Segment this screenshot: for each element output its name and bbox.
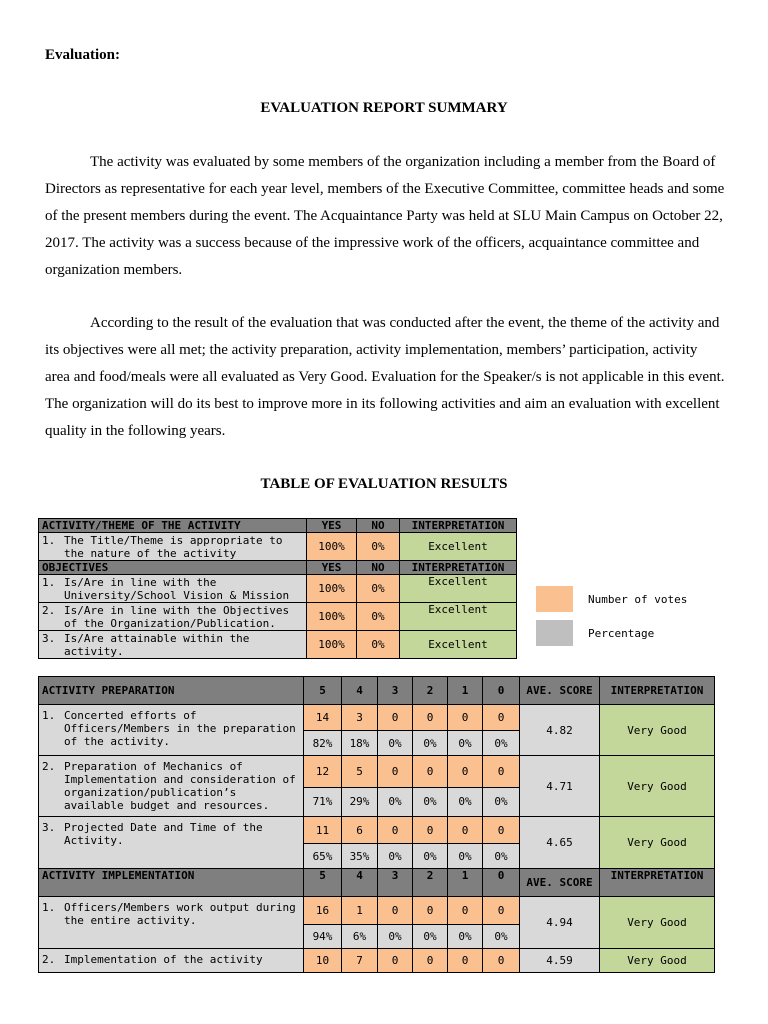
vote-count-3: 0 xyxy=(378,705,413,731)
evaluation-label: Evaluation: xyxy=(45,47,121,63)
vote-percent-5: 65% xyxy=(304,844,342,869)
legend-percentage-label: Percentage xyxy=(588,627,655,640)
yes-value: 100% xyxy=(307,533,357,561)
interpretation-value: Very Good xyxy=(600,756,715,817)
ave-score-value: 4.65 xyxy=(520,817,600,869)
preparation-header-row xyxy=(39,677,715,705)
item-number: 1. xyxy=(42,533,56,547)
vote-percent-2: 0% xyxy=(413,731,448,756)
ave-score-header: AVE. SCORE xyxy=(520,869,600,897)
theme-header-row xyxy=(39,519,517,533)
vote-percent-0: 0% xyxy=(483,787,520,816)
table-row xyxy=(39,949,715,973)
item-number: 2. xyxy=(42,760,56,773)
vote-count-5: 14 xyxy=(304,705,342,731)
rating-item xyxy=(39,949,304,973)
preparation-header-section: ACTIVITY PREPARATION xyxy=(39,677,304,705)
score-3-header: 3 xyxy=(378,677,413,705)
interpretation-value: Very Good xyxy=(600,897,715,949)
vote-count-0: 0 xyxy=(483,897,520,925)
vote-percent-4: 18% xyxy=(342,731,378,756)
score-1-header: 1 xyxy=(448,869,483,897)
no-value: 0% xyxy=(357,533,400,561)
theme-objectives-table xyxy=(38,518,517,659)
score-3-header: 3 xyxy=(378,869,413,897)
vote-percent-5: 94% xyxy=(304,925,342,949)
theme-header-yes: YES xyxy=(307,519,357,533)
item-number: 3. xyxy=(42,631,56,645)
objectives-header-section: OBJECTIVES xyxy=(39,561,307,575)
vote-percent-3: 0% xyxy=(378,787,413,816)
vote-percent-4: 29% xyxy=(342,787,378,816)
vote-count-4: 5 xyxy=(342,756,378,788)
table-row xyxy=(39,705,715,731)
score-0-header: 0 xyxy=(483,869,520,897)
theme-header-interp: INTERPRETATION xyxy=(400,519,517,533)
vote-count-1: 0 xyxy=(448,817,483,844)
item-text: Officers/Members work output during the entire activity. xyxy=(64,901,296,927)
ave-score-value: 4.94 xyxy=(520,897,600,949)
table-row xyxy=(39,897,715,925)
rating-item xyxy=(39,705,304,756)
objectives-header-no: NO xyxy=(357,561,400,575)
item-number: 1. xyxy=(42,709,56,722)
summary-paragraph-1: The activity was evaluated by some members of the organization including a member from the Board of Directors as representative for each year level, members of the Executive Committee, committee heads and some of the present members during the event. The Acquaintance Party was held at SLU Main Campus on October 22, 2017. The activity was a success because of the impressive work of the officers, acquaintance committee and organization members. xyxy=(45,154,725,278)
table-row xyxy=(39,756,715,788)
vote-percent-3: 0% xyxy=(378,844,413,869)
objectives-header-interp: INTERPRETATION xyxy=(400,561,517,575)
objective-item xyxy=(39,631,307,659)
vote-count-1: 0 xyxy=(448,705,483,731)
vote-count-1: 0 xyxy=(448,897,483,925)
vote-count-3: 0 xyxy=(378,949,413,973)
vote-percent-1: 0% xyxy=(448,844,483,869)
theme-item xyxy=(39,533,307,561)
vote-count-5: 10 xyxy=(304,949,342,973)
vote-percent-1: 0% xyxy=(448,925,483,949)
rating-table xyxy=(38,676,715,973)
vote-count-0: 0 xyxy=(483,756,520,788)
vote-percent-4: 35% xyxy=(342,844,378,869)
table-row xyxy=(39,603,517,631)
vote-percent-4: 6% xyxy=(342,925,378,949)
table-row xyxy=(39,575,517,603)
score-2-header: 2 xyxy=(413,869,448,897)
vote-count-5: 16 xyxy=(304,897,342,925)
score-1-header: 1 xyxy=(448,677,483,705)
implementation-header-row xyxy=(39,869,715,897)
vote-percent-3: 0% xyxy=(378,925,413,949)
theme-header-no: NO xyxy=(357,519,400,533)
vote-count-2: 0 xyxy=(413,897,448,925)
theme-header-section: ACTIVITY/THEME OF THE ACTIVITY xyxy=(39,519,307,533)
item-text: The Title/Theme is appropriate to the nature of the activity xyxy=(64,533,283,560)
table-row xyxy=(39,631,517,659)
interpretation-value: Very Good xyxy=(600,817,715,869)
interpretation-value: Excellent xyxy=(400,603,517,631)
rating-item xyxy=(39,817,304,869)
item-number: 3. xyxy=(42,821,56,834)
ave-score-value: 4.59 xyxy=(520,949,600,973)
objective-item xyxy=(39,603,307,631)
item-number: 1. xyxy=(42,575,56,589)
item-text: Is/Are attainable within the activity. xyxy=(64,631,250,658)
vote-count-4: 1 xyxy=(342,897,378,925)
vote-percent-0: 0% xyxy=(483,731,520,756)
score-4-header: 4 xyxy=(342,869,378,897)
item-text: Is/Are in line with the University/School Vision & Mission xyxy=(64,575,290,602)
report-title: EVALUATION REPORT SUMMARY xyxy=(260,100,508,116)
interpretation-header: INTERPRETATION xyxy=(600,677,715,705)
interpretation-value: Excellent xyxy=(400,575,517,603)
ave-score-value: 4.71 xyxy=(520,756,600,817)
yes-value: 100% xyxy=(307,603,357,631)
yes-value: 100% xyxy=(307,575,357,603)
item-number: 2. xyxy=(42,953,56,966)
item-number: 1. xyxy=(42,901,56,914)
vote-count-2: 0 xyxy=(413,817,448,844)
vote-percent-2: 0% xyxy=(413,844,448,869)
vote-count-2: 0 xyxy=(413,705,448,731)
vote-count-0: 0 xyxy=(483,705,520,731)
vote-percent-1: 0% xyxy=(448,731,483,756)
interpretation-value: Excellent xyxy=(400,631,517,659)
table-row xyxy=(39,817,715,844)
vote-count-4: 3 xyxy=(342,705,378,731)
vote-count-2: 0 xyxy=(413,756,448,788)
item-text: Projected Date and Time of the Activity. xyxy=(64,821,263,847)
score-0-header: 0 xyxy=(483,677,520,705)
vote-count-5: 11 xyxy=(304,817,342,844)
interpretation-value: Excellent xyxy=(400,533,517,561)
vote-count-0: 0 xyxy=(483,817,520,844)
vote-count-2: 0 xyxy=(413,949,448,973)
legend-percentage-swatch xyxy=(536,620,573,646)
item-text: Implementation of the activity xyxy=(64,953,263,966)
vote-percent-1: 0% xyxy=(448,787,483,816)
score-5-header: 5 xyxy=(304,677,342,705)
no-value: 0% xyxy=(357,603,400,631)
interpretation-header: INTERPRETATION xyxy=(600,869,715,897)
no-value: 0% xyxy=(357,631,400,659)
objectives-header-yes: YES xyxy=(307,561,357,575)
rating-item xyxy=(39,897,304,949)
legend-votes-swatch xyxy=(536,586,573,612)
vote-percent-0: 0% xyxy=(483,844,520,869)
rating-item xyxy=(39,756,304,817)
vote-count-0: 0 xyxy=(483,949,520,973)
score-4-header: 4 xyxy=(342,677,378,705)
vote-percent-0: 0% xyxy=(483,925,520,949)
table-row xyxy=(39,533,517,561)
yes-value: 100% xyxy=(307,631,357,659)
item-text: Preparation of Mechanics of Implementation and consideration of organization/publication’s available budget and resources. xyxy=(64,760,296,812)
vote-count-3: 0 xyxy=(378,756,413,788)
vote-count-4: 6 xyxy=(342,817,378,844)
interpretation-value: Very Good xyxy=(600,949,715,973)
score-5-header: 5 xyxy=(304,869,342,897)
vote-count-3: 0 xyxy=(378,897,413,925)
vote-percent-3: 0% xyxy=(378,731,413,756)
implementation-header-section: ACTIVITY IMPLEMENTATION xyxy=(39,869,304,897)
legend-votes-label: Number of votes xyxy=(588,593,688,606)
vote-count-5: 12 xyxy=(304,756,342,788)
vote-count-3: 0 xyxy=(378,817,413,844)
summary-paragraph-2: According to the result of the evaluation that was conducted after the event, the theme of the activity and its objectives were all met; the activity preparation, activity implementation, members’ participation, activity area and food/meals were all evaluated as Very Good. Evaluation for the Speaker/s is not applicable in this event. The organization will do its best to improve more in its following activities and aim an evaluation with excellent quality in the following years. xyxy=(45,315,725,439)
item-text: Concerted efforts of Officers/Members in the preparation of the activity. xyxy=(64,709,296,748)
vote-percent-2: 0% xyxy=(413,925,448,949)
objective-item xyxy=(39,575,307,603)
item-number: 2. xyxy=(42,603,56,617)
vote-count-1: 0 xyxy=(448,756,483,788)
objectives-header-row xyxy=(39,561,517,575)
vote-percent-2: 0% xyxy=(413,787,448,816)
vote-percent-5: 71% xyxy=(304,787,342,816)
ave-score-value: 4.82 xyxy=(520,705,600,756)
table-title: TABLE OF EVALUATION RESULTS xyxy=(260,476,508,492)
vote-percent-5: 82% xyxy=(304,731,342,756)
vote-count-4: 7 xyxy=(342,949,378,973)
vote-count-1: 0 xyxy=(448,949,483,973)
no-value: 0% xyxy=(357,575,400,603)
score-2-header: 2 xyxy=(413,677,448,705)
ave-score-header: AVE. SCORE xyxy=(520,677,600,705)
item-text: Is/Are in line with the Objectives of the Organization/Publication. xyxy=(64,603,290,630)
interpretation-value: Very Good xyxy=(600,705,715,756)
